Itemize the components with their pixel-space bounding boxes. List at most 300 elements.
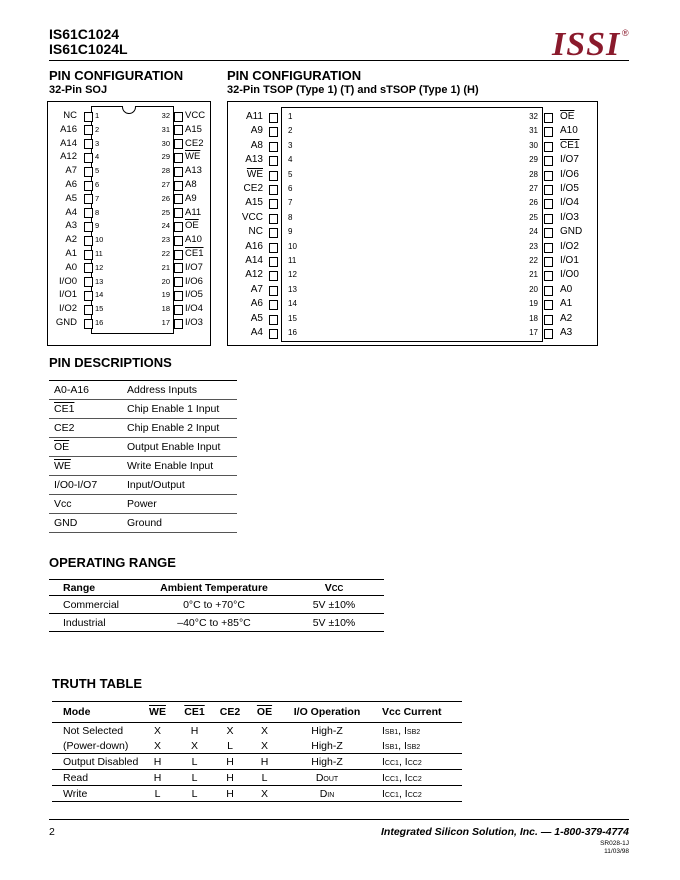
tsop-pin-box-12: [269, 271, 278, 281]
tsop-pin-number-15: 15: [288, 313, 297, 323]
pin-desc-text: Address Inputs: [122, 381, 237, 400]
tsop-pin-number-8: 8: [288, 212, 293, 222]
soj-pin-number-8: 8: [95, 207, 100, 217]
soj-pin-box-20: [174, 277, 183, 287]
tt-cell-oe: X: [260, 724, 268, 737]
tt-cell-we: X: [153, 724, 161, 737]
page-number: 2: [49, 826, 55, 838]
soj-pin-box-23: [174, 236, 183, 246]
tsop-subtitle: 32-Pin TSOP (Type 1) (T) and sTSOP (Type 1) (H): [227, 84, 479, 96]
tsop-pin-box-11: [269, 257, 278, 267]
soj-pin-box-17: [174, 319, 183, 329]
soj-pin-number-4: 4: [95, 152, 100, 162]
pin-desc-row: [49, 438, 237, 457]
soj-pin-name-21: I/O7: [185, 261, 203, 273]
tsop-pin-number-20: 20: [529, 284, 538, 294]
truth-table-row: [52, 754, 462, 770]
tt-cell-ce1: L: [191, 755, 198, 768]
tsop-pin-box-27: [544, 185, 553, 195]
tsop-pin-number-3: 3: [288, 140, 293, 150]
tt-cell-ce2: H: [226, 787, 234, 800]
soj-pin-name-7: A5: [65, 192, 77, 204]
tsop-pin-name-30: CE1: [560, 139, 580, 151]
soj-pin-number-23: 23: [161, 235, 170, 245]
tt-cell-mode: Output Disabled: [63, 755, 139, 768]
soj-pin-box-4: [84, 153, 93, 163]
soj-pin-box-24: [174, 222, 183, 232]
tsop-pin-number-14: 14: [288, 299, 297, 309]
pin-desc-pin-text: $\overline{WE}$: [54, 460, 71, 472]
tsop-pin-number-1: 1: [288, 112, 293, 121]
tt-cell-io: High-Z: [311, 724, 343, 737]
soj-pin-name-14: I/O1: [59, 289, 77, 301]
tt-cell-mode: (Power-down): [63, 739, 129, 752]
pin-desc-pin: [49, 400, 122, 419]
soj-pin-name-30: CE2: [185, 137, 204, 149]
tt-cell-mode: Read: [63, 771, 89, 784]
tsop-pin-box-8: [269, 214, 278, 224]
tsop-pin-number-25: 25: [529, 212, 538, 222]
truth-table-row: [52, 738, 462, 754]
tsop-pin-name-13: A7: [250, 283, 263, 295]
soj-pin-number-12: 12: [95, 262, 104, 272]
soj-pin-name-25: A11: [185, 206, 202, 218]
tt-cell-oe: X: [260, 739, 268, 752]
soj-pin-box-12: [84, 263, 93, 273]
soj-pin-name-27: A8: [185, 178, 197, 190]
soj-pin-box-3: [84, 139, 93, 149]
tsop-pin-box-25: [544, 214, 553, 224]
or-header-vcc-sub: CC: [331, 583, 344, 593]
part-number-primary: IS61C1024: [49, 26, 120, 42]
tsop-pin-name-6: CE2: [243, 183, 263, 195]
tsop-pin-name-9: NC: [248, 226, 263, 238]
pin-desc-pin: [49, 457, 122, 476]
soj-pin-name-26: A9: [185, 192, 197, 204]
tsop-pin-box-4: [269, 156, 278, 166]
soj-pin-number-7: 7: [95, 193, 100, 203]
tsop-pin-name-17: A3: [560, 327, 573, 339]
tsop-pin-name-27: I/O5: [560, 183, 579, 195]
tsop-chip-body: [281, 107, 543, 342]
tsop-pin-box-10: [269, 243, 278, 253]
tsop-pin-name-28: I/O6: [560, 168, 579, 180]
tt-header-ce1: CE1: [184, 706, 205, 718]
header-rule: [49, 60, 629, 61]
tsop-pin-box-19: [544, 300, 553, 310]
soj-pin-name-10: A2: [65, 234, 77, 246]
soj-pin-name-6: A6: [65, 178, 77, 190]
tsop-pin-number-23: 23: [529, 241, 538, 251]
pin-desc-pin: [49, 438, 122, 457]
tsop-pin-name-23: I/O2: [560, 240, 579, 252]
pin-desc-text: Chip Enable 1 Input: [122, 400, 237, 419]
tsop-pin-name-1: A11: [245, 111, 263, 122]
soj-pin-number-11: 11: [95, 248, 103, 258]
soj-pin-name-8: A4: [65, 206, 77, 218]
tt-cell-ce1: L: [191, 771, 198, 784]
pin-desc-pin: A0-A16: [49, 381, 122, 400]
soj-pin-number-24: 24: [161, 221, 170, 231]
or-cell-temp: –40°C to +85°C: [177, 616, 251, 629]
tt-header-io: I/O Operation: [293, 706, 361, 718]
pin-desc-pin: Vcc: [49, 495, 122, 514]
soj-pin-number-18: 18: [161, 304, 170, 314]
tsop-pin-name-18: A2: [560, 312, 573, 324]
soj-pin-name-16: GND: [55, 316, 77, 328]
tt-cell-oe: H: [260, 755, 269, 768]
soj-pin-name-1: NC: [63, 110, 77, 121]
tsop-pin-number-13: 13: [288, 284, 297, 294]
operating-range-row: [49, 614, 384, 632]
soj-chip-top-right: [136, 106, 174, 107]
tsop-pin-box-7: [269, 199, 278, 209]
soj-pin-number-2: 2: [95, 124, 100, 134]
tsop-pin-box-3: [269, 142, 278, 152]
tsop-pin-name-20: A0: [560, 283, 573, 295]
soj-pin-name-2: A16: [60, 123, 77, 135]
soj-pin-number-6: 6: [95, 179, 100, 189]
tsop-pin-name-22: I/O1: [560, 255, 579, 267]
soj-right-pin-numbers: [152, 109, 170, 330]
soj-pin-box-31: [174, 125, 183, 135]
soj-pin-name-24: $\overline{OE}$: [185, 220, 199, 232]
soj-pin-box-16: [84, 319, 93, 329]
soj-pin-number-22: 22: [161, 248, 170, 258]
tt-cell-vcc: ICC1, ICC2: [382, 787, 422, 800]
soj-pin-box-27: [174, 181, 183, 191]
tt-cell-ce1: L: [191, 787, 198, 800]
or-header-range: Range: [63, 581, 96, 594]
soj-pin-number-3: 3: [95, 138, 100, 148]
tsop-pin-box-13: [269, 286, 278, 296]
tt-cell-ce2: H: [226, 771, 234, 784]
soj-pin-box-11: [84, 250, 93, 260]
operating-range-table: [49, 579, 384, 632]
truth-table-row: [52, 770, 462, 786]
tsop-pin-name-12: A12: [245, 269, 263, 281]
soj-pin-box-5: [84, 167, 93, 177]
tt-cell-ce2: L: [227, 739, 233, 752]
tt-cell-oe: X: [260, 787, 268, 800]
pin-desc-text: Write Enable Input: [122, 457, 237, 476]
pin-desc-text: Input/Output: [122, 476, 237, 495]
tsop-pin-number-24: 24: [529, 227, 538, 237]
soj-pin-box-6: [84, 181, 93, 191]
tt-cell-io: High-Z: [311, 739, 343, 752]
soj-pin-number-19: 19: [161, 290, 170, 300]
tsop-pin-box-17: [544, 329, 553, 339]
soj-pin-box-15: [84, 305, 93, 315]
tsop-pin-box-2: [269, 127, 278, 137]
tsop-pin-number-27: 27: [529, 184, 538, 194]
tt-cell-io: DIN: [319, 787, 335, 800]
tsop-pin-box-1: [269, 113, 278, 123]
soj-pin-box-13: [84, 277, 93, 287]
tsop-pin-box-29: [544, 156, 553, 166]
tsop-section-title: PIN CONFIGURATION: [227, 68, 362, 83]
tsop-pin-name-16: A4: [250, 327, 263, 339]
soj-pin-box-30: [174, 139, 183, 149]
tsop-pin-box-18: [544, 315, 553, 325]
tsop-pin-name-31: A10: [560, 125, 578, 137]
soj-section-title: PIN CONFIGURATION: [49, 68, 184, 83]
company-contact: Integrated Silicon Solution, Inc. — 1-800-379-4774: [381, 826, 629, 838]
registered-mark: ®: [622, 28, 629, 38]
tsop-pin-number-30: 30: [529, 140, 538, 150]
tsop-pin-box-16: [269, 329, 278, 339]
soj-pin-box-8: [84, 208, 93, 218]
tsop-pin-name-10: A16: [245, 240, 263, 252]
pin-descriptions-title: PIN DESCRIPTIONS: [49, 355, 172, 370]
tsop-pin-box-14: [269, 300, 278, 310]
soj-pin-name-32: VCC: [185, 110, 206, 121]
pin-desc-text: Chip Enable 2 Input: [122, 419, 237, 438]
tsop-pin-name-3: A8: [250, 139, 263, 151]
tt-cell-we: H: [153, 771, 162, 784]
pin-desc-row: [49, 495, 237, 514]
soj-pin-name-12: A0: [65, 261, 77, 273]
tsop-pin-number-6: 6: [288, 184, 293, 194]
tsop-pin-number-22: 22: [529, 256, 538, 266]
tt-cell-io: High-Z: [311, 755, 343, 768]
tsop-pin-number-12: 12: [288, 270, 297, 280]
soj-pin-number-25: 25: [161, 207, 170, 217]
footer-rule: [49, 819, 629, 820]
soj-pin-box-28: [174, 167, 183, 177]
tsop-pin-box-28: [544, 171, 553, 181]
soj-pin-name-29: $\overline{WE}$: [185, 151, 201, 163]
doc-code: SR028-1J: [600, 840, 629, 847]
tsop-left-pin-numbers: [288, 110, 297, 341]
pin-desc-text: Power: [122, 495, 237, 514]
soj-pin-box-9: [84, 222, 93, 232]
tsop-pin-number-29: 29: [529, 155, 538, 165]
tsop-pin-number-28: 28: [529, 169, 538, 179]
tt-cell-vcc: ISB1, ISB2: [382, 724, 421, 737]
soj-pin-box-29: [174, 153, 183, 163]
pin-desc-row: [49, 514, 237, 533]
tsop-pin-box-26: [544, 199, 553, 209]
soj-pin-box-21: [174, 263, 183, 273]
tsop-pin-name-24: GND: [560, 226, 583, 238]
soj-pin-number-10: 10: [95, 235, 104, 245]
soj-pin-number-13: 13: [95, 276, 104, 286]
tt-header-mode: Mode: [63, 706, 91, 718]
pin-desc-row: [49, 381, 237, 400]
pin-desc-pin: GND: [49, 514, 122, 533]
tsop-pin-number-5: 5: [288, 169, 293, 179]
pin-desc-row: [49, 457, 237, 476]
soj-pin-box-19: [174, 291, 183, 301]
tsop-pin-box-9: [269, 228, 278, 238]
pin-desc-text: Output Enable Input: [122, 438, 237, 457]
tt-cell-ce2: H: [226, 755, 234, 768]
soj-pin-name-18: I/O4: [185, 303, 203, 315]
pin-desc-row: [49, 419, 237, 438]
soj-pin-box-2: [84, 125, 93, 135]
or-cell-temp: 0°C to +70°C: [183, 598, 245, 611]
tt-cell-oe: L: [261, 771, 268, 784]
operating-range-title: OPERATING RANGE: [49, 555, 176, 570]
tsop-pin-box-30: [544, 142, 553, 152]
tsop-pin-name-4: A13: [245, 154, 263, 166]
soj-pin-name-5: A7: [65, 165, 77, 177]
tsop-pin-number-4: 4: [288, 155, 293, 165]
issi-logo: ISSI: [552, 26, 621, 63]
tt-cell-vcc: ICC1, ICC2: [382, 755, 422, 768]
tt-cell-vcc: ISB1, ISB2: [382, 739, 421, 752]
soj-left-pin-numbers: [95, 109, 103, 330]
tsop-pin-number-9: 9: [288, 227, 293, 237]
tsop-pin-box-22: [544, 257, 553, 267]
pin-desc-row: [49, 476, 237, 495]
tsop-pin-number-17: 17: [529, 328, 538, 338]
tsop-pin-name-26: I/O4: [560, 197, 579, 209]
soj-pin-number-1: 1: [95, 111, 100, 120]
soj-pin-name-20: I/O6: [185, 275, 203, 287]
soj-pin-box-22: [174, 250, 183, 260]
tsop-pin-name-25: I/O3: [560, 211, 579, 223]
soj-pin-number-28: 28: [161, 166, 170, 176]
truth-table-title: TRUTH TABLE: [52, 676, 143, 691]
pin-desc-pin-text: CE1: [54, 403, 75, 415]
tsop-pin-name-21: I/O0: [560, 269, 579, 281]
soj-pin-number-29: 29: [161, 152, 170, 162]
part-number-low-power: IS61C1024L: [49, 41, 128, 57]
tt-cell-we: H: [153, 755, 162, 768]
pin-descriptions-table: [49, 380, 237, 533]
or-cell-range: Commercial: [63, 598, 120, 611]
tsop-pin-name-7: A15: [245, 197, 263, 209]
soj-pin-name-13: I/O0: [59, 275, 77, 287]
soj-pin-box-7: [84, 194, 93, 204]
soj-pin-name-28: A13: [185, 165, 202, 177]
soj-pin-number-16: 16: [95, 317, 104, 327]
soj-pin-box-26: [174, 194, 183, 204]
pin-desc-pin: CE2: [49, 419, 122, 438]
tsop-pin-box-20: [544, 286, 553, 296]
tt-cell-we: X: [153, 739, 161, 752]
tsop-pin-number-18: 18: [529, 313, 538, 323]
soj-pin-name-11: A1: [65, 247, 77, 259]
soj-pin-number-26: 26: [161, 193, 170, 203]
soj-subtitle: 32-Pin SOJ: [49, 84, 108, 96]
or-cell-vcc: 5V ±10%: [312, 616, 356, 629]
doc-date: 11/03/98: [604, 848, 629, 855]
truth-table-row: [52, 723, 462, 739]
soj-pin-name-31: A15: [185, 123, 202, 135]
tt-cell-mode: Write: [63, 787, 88, 800]
tt-cell-ce2: X: [226, 724, 234, 737]
operating-range-row: [49, 596, 384, 614]
soj-pin-number-21: 21: [161, 262, 170, 272]
tsop-pin-name-8: VCC: [241, 211, 263, 223]
tsop-left-pin-names: [229, 110, 263, 341]
or-header-temp: Ambient Temperature: [160, 581, 268, 594]
tt-header-we: $\overline{WE}$: [149, 706, 166, 718]
soj-pin-number-15: 15: [95, 304, 104, 314]
tsop-pin-box-6: [269, 185, 278, 195]
tsop-pin-box-5: [269, 171, 278, 181]
tsop-pin-box-31: [544, 127, 553, 137]
tsop-pin-number-7: 7: [288, 198, 293, 208]
tt-cell-ce1: X: [190, 739, 198, 752]
pin-desc-pin: I/O0-I/O7: [49, 476, 122, 495]
tsop-pin-name-11: A14: [245, 255, 263, 267]
soj-pin-box-25: [174, 208, 183, 218]
pin-desc-pin-text: $\overline{OE}$: [54, 441, 70, 453]
soj-pin-number-17: 17: [161, 317, 170, 327]
tsop-pin-name-5: $\overline{WE}$: [246, 168, 263, 180]
tsop-pin-name-15: A5: [250, 312, 263, 324]
soj-pin-name-15: I/O2: [59, 303, 77, 315]
soj-chip-top-left: [91, 106, 122, 107]
or-header-vcc: [284, 580, 384, 596]
soj-pin-number-32: 32: [161, 111, 170, 120]
tsop-pin-number-10: 10: [288, 241, 297, 251]
soj-pin-name-17: I/O3: [185, 316, 203, 328]
tsop-pin-number-11: 11: [288, 256, 297, 266]
soj-pin-name-9: A3: [65, 220, 77, 232]
tt-cell-mode: Not Selected: [63, 724, 124, 737]
soj-left-pin-names: [49, 109, 77, 330]
tsop-pin-name-19: A1: [560, 298, 573, 310]
tsop-right-pin-numbers: [520, 110, 538, 341]
tsop-pin-number-21: 21: [529, 270, 538, 280]
tsop-pin-name-29: I/O7: [560, 154, 579, 166]
tsop-pin-box-23: [544, 243, 553, 253]
truth-table: [52, 701, 462, 802]
tsop-pin-number-19: 19: [529, 299, 538, 309]
tsop-pin-name-32: $\overline{OE}$: [560, 111, 575, 122]
tt-header-vcc: Vcc Current: [382, 706, 442, 718]
soj-pin-name-19: I/O5: [185, 289, 203, 301]
tsop-pin-box-24: [544, 228, 553, 238]
pin-desc-text: Ground: [122, 514, 237, 533]
tt-cell-we: L: [154, 787, 161, 800]
tt-cell-ce1: H: [190, 724, 199, 737]
soj-pin-number-31: 31: [161, 124, 170, 134]
soj-pin-box-32: [174, 112, 183, 122]
soj-right-pin-names: [185, 109, 205, 330]
tsop-pin-name-2: A9: [250, 125, 263, 137]
or-cell-vcc: 5V ±10%: [312, 598, 356, 611]
soj-pin-name-23: A10: [185, 234, 202, 246]
or-header-vcc-text: VCC: [324, 581, 344, 594]
truth-table-row: [52, 786, 462, 802]
tsop-pin-number-32: 32: [529, 112, 538, 121]
soj-pin-number-30: 30: [161, 138, 170, 148]
tsop-pin-number-26: 26: [529, 198, 538, 208]
tsop-pin-number-2: 2: [288, 126, 293, 136]
soj-pin-box-1: [84, 112, 93, 122]
tt-cell-io: DOUT: [315, 771, 339, 784]
pin-desc-row: [49, 400, 237, 419]
tt-header-oe: $\overline{OE}$: [256, 706, 273, 718]
soj-pin-box-18: [174, 305, 183, 315]
tsop-pin-box-32: [544, 113, 553, 123]
soj-pin-name-22: CE1: [185, 247, 204, 259]
soj-pin-number-20: 20: [161, 276, 170, 286]
tt-cell-vcc: ICC1, ICC2: [382, 771, 422, 784]
tsop-pin-number-31: 31: [529, 126, 538, 136]
or-cell-range: Industrial: [63, 616, 106, 629]
soj-pin-name-3: A14: [60, 137, 77, 149]
tsop-right-pin-names: [560, 110, 582, 341]
tsop-pin-box-21: [544, 271, 553, 281]
tsop-pin-number-16: 16: [288, 328, 297, 338]
